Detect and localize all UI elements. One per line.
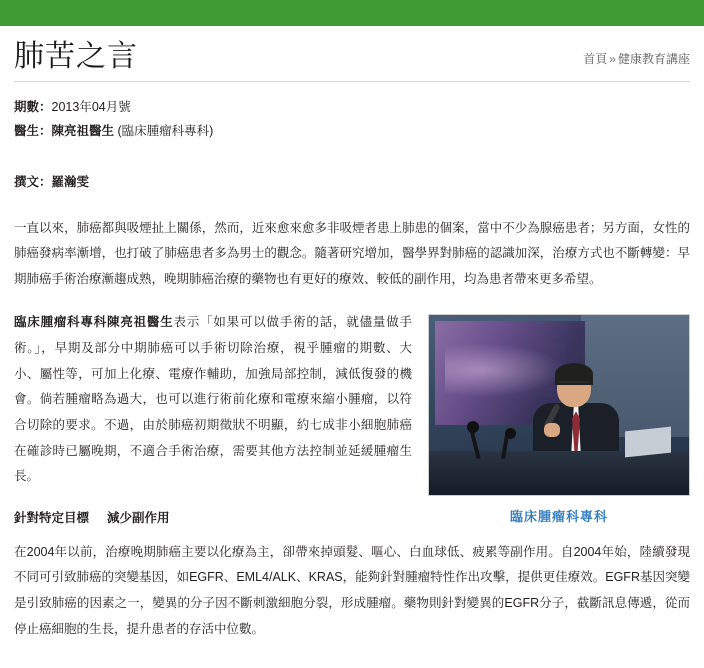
header-divider [14,81,690,82]
meta-doctor-label: 醫生： [14,123,52,138]
photo-desk-microphone-2-head [505,428,516,439]
breadcrumb-separator: » [609,52,616,66]
article-meta [14,96,690,144]
figure-caption: 臨床腫瘤科專科 [509,509,608,525]
article-paragraph-3: 在2004年以前，治療晚期肺癌主要以化療為主，卻帶來掉頭髮、嘔心、白血球低、疲累等副作用。自2004年始，陸續發現不同可引致肺癌的突變基因，如EGFR、EML4/ALK、KRAS，能夠針對腫瘤特性作出攻擊，提供更佳療效。EGFR基因突變是引致肺癌的因素之一，變異的分子因不斷刺激細胞分裂，形成腫瘤。藥物則針對變異的EGFR分子，截斷訊息傳遞，從而停止癌細胞的生長，提升患者的存活中位數。 [14,544,690,636]
photo-desk [429,451,689,495]
meta-doctor-row [14,120,690,144]
photo-laptop [625,427,671,458]
meta-issue-row [14,96,690,120]
meta-doctor-specialty: (臨床腫瘤科專科) [117,123,214,138]
article-figure [428,314,690,525]
breadcrumb [583,50,690,73]
page-title: 肺苦之言 [14,40,138,73]
article-paragraph-2-rest: 表示「如果可以做手術的話，就儘量做手術。」，早期及部分中期肺癌可以手術切除治療，視乎腫瘤的期數、大小、屬性等，可加上化療、電療作輔助，加強局部控制，減低復發的機會。倘若腫瘤略為過大，也可以進行術前化療和電療來縮小腫瘤，以符合切除的要求。不過，由於肺癌初期徵狀不明顯，約七成非小細胞肺癌在確診時已屬晚期，不適合手術治療，需要其他方法控制並延緩腫瘤生長。 [14,315,412,484]
meta-doctor-value: 陳亮祖醫生 [51,123,115,138]
byline: 撰文：羅瀚雯 [14,174,90,189]
meta-issue-label: 期數： [14,100,52,114]
article-paragraph-1: 一直以來，肺癌都與吸煙扯上關係，然而，近來愈來愈多非吸煙者患上肺患的個案，當中不少為腺癌患者；另方面，女性的肺癌發病率漸增，也打破了肺癌患者多為男士的觀念。隨著研究增加，醫學界對肺癌的認識加深，治療方式也不斷轉變：早期肺癌手術治療漸趨成熟，晚期肺癌治療的藥物也有更好的療效、較低的副作用，均為患者帶來更多希望。 [14,220,690,286]
page-header [14,26,690,79]
article-paragraph-2-lead: 臨床腫瘤科專科陳亮祖醫生 [14,315,174,330]
article-page [0,26,704,642]
photo-desk-microphone-1-head [467,421,479,433]
breadcrumb-current: 健康教育講座 [617,52,690,66]
photo-speaker-glasses [559,381,589,389]
breadcrumb-home-link[interactable]: 首頁 [583,52,608,66]
section-heading-part2: 減少副作用 [107,510,170,525]
top-green-bar [0,0,704,26]
doctor-lecture-photo [428,314,690,496]
section-heading-part1: 針對特定目標 [14,510,90,525]
photo-speaker-hand [544,423,560,437]
meta-issue-value: 2013年04月號 [51,100,131,114]
